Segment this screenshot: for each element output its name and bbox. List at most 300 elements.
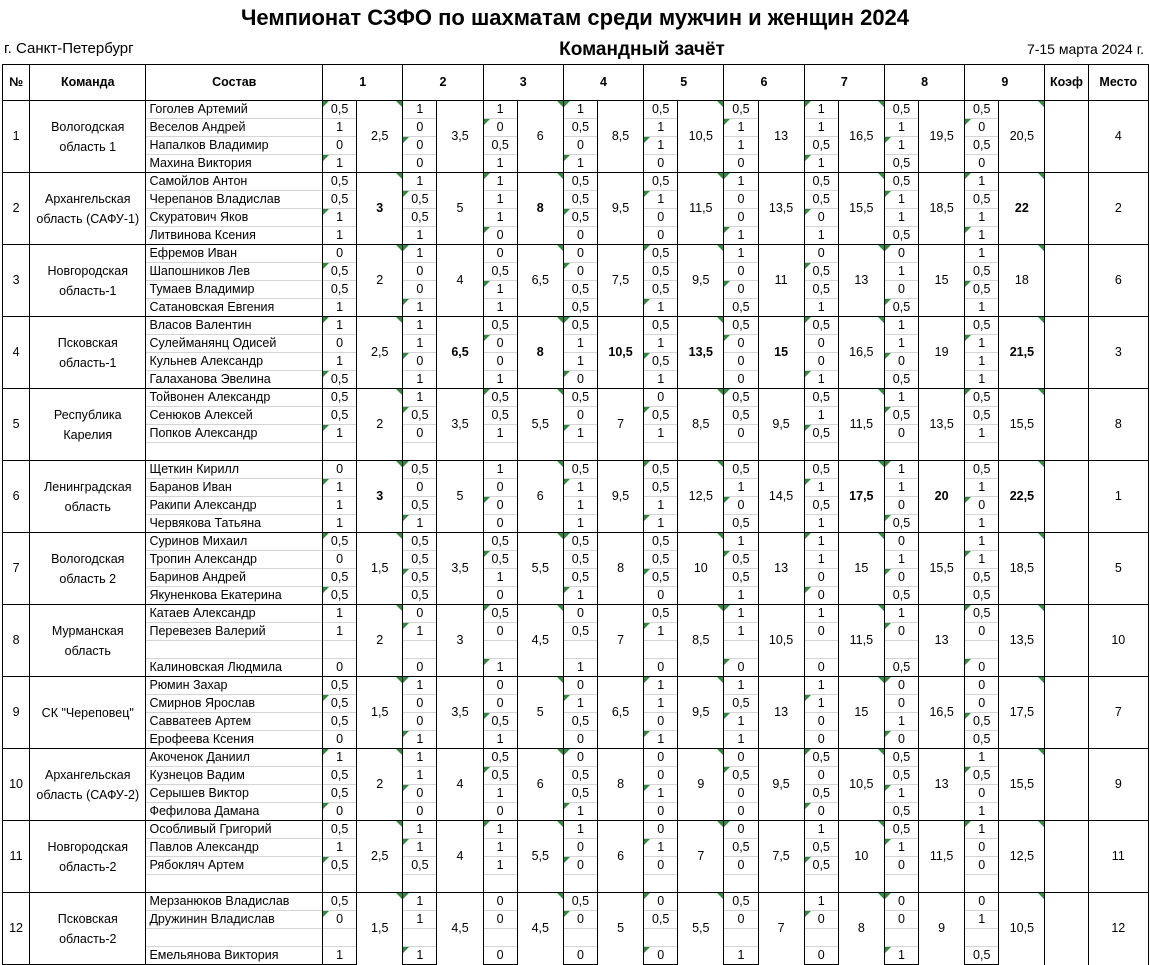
game-score: 0,5 (884, 101, 918, 119)
game-score: 0 (483, 677, 517, 695)
game-score: 0 (563, 371, 597, 389)
game-score: 0 (644, 803, 678, 821)
player-name: Тойвонен Александр (146, 389, 323, 407)
game-score: 1 (965, 479, 999, 497)
game-score (884, 875, 918, 893)
game-score: 0 (724, 911, 758, 929)
game-score: 0,5 (965, 605, 999, 623)
table-row (3, 533, 1149, 551)
game-score: 0,5 (323, 677, 357, 695)
game-score: 0,5 (965, 137, 999, 155)
game-score: 0,5 (563, 893, 597, 911)
game-score: 0 (644, 227, 678, 245)
game-score: 0 (403, 353, 437, 371)
game-score: 0,5 (403, 533, 437, 551)
game-score: 1 (644, 677, 678, 695)
game-score: 1 (644, 695, 678, 713)
game-score: 0,5 (323, 893, 357, 911)
game-score: 0 (724, 803, 758, 821)
game-score: 1 (804, 371, 838, 389)
game-score: 0,5 (644, 911, 678, 929)
game-score: 0 (563, 605, 597, 623)
game-score: 1 (804, 299, 838, 317)
game-score: 1 (804, 227, 838, 245)
round-total: 12,5 (678, 461, 724, 533)
game-score: 1 (884, 317, 918, 335)
game-score: 0 (403, 263, 437, 281)
game-score: 0 (965, 659, 999, 677)
game-score: 1 (804, 821, 838, 839)
round-total: 4 (437, 245, 483, 317)
game-score: 1 (403, 317, 437, 335)
game-score: 0,5 (804, 425, 838, 443)
game-score: 0,5 (724, 893, 758, 911)
table-row (3, 353, 1149, 371)
round-total: 7 (597, 605, 643, 677)
game-score: 0,5 (804, 497, 838, 515)
game-score: 0 (724, 263, 758, 281)
game-score (403, 641, 437, 659)
round-total: 18,5 (999, 533, 1045, 605)
game-score: 0,5 (403, 461, 437, 479)
game-score: 0,5 (644, 461, 678, 479)
game-score: 0 (965, 785, 999, 803)
player-name: Кузнецов Вадим (146, 767, 323, 785)
round-total: 19,5 (919, 101, 965, 173)
game-score: 0,5 (483, 713, 517, 731)
team-name: Новгородская область-2 (30, 821, 146, 893)
game-score: 0,5 (323, 533, 357, 551)
game-score (884, 641, 918, 659)
game-score: 0,5 (403, 857, 437, 875)
round-total: 14,5 (758, 461, 804, 533)
game-score: 0 (483, 335, 517, 353)
game-score: 0,5 (724, 389, 758, 407)
table-row (3, 389, 1149, 407)
game-score: 1 (483, 785, 517, 803)
team-coef (1045, 173, 1088, 245)
game-score: 0,5 (884, 299, 918, 317)
round-total: 16,5 (919, 677, 965, 749)
round-total: 13 (919, 749, 965, 821)
round-total: 17,5 (999, 677, 1045, 749)
player-name: Акоченок Даниил (146, 749, 323, 767)
player-name: Шапошников Лев (146, 263, 323, 281)
player-name: Калиновская Людмила (146, 659, 323, 677)
game-score: 1 (563, 821, 597, 839)
round-total: 5 (597, 893, 643, 965)
game-score: 0,5 (965, 281, 999, 299)
game-score: 0 (884, 245, 918, 263)
game-score: 1 (724, 137, 758, 155)
game-score: 0,5 (403, 497, 437, 515)
game-score: 0,5 (804, 461, 838, 479)
game-score: 0 (724, 785, 758, 803)
game-score: 0 (483, 695, 517, 713)
game-score: 0 (403, 605, 437, 623)
round-total: 2,5 (357, 101, 403, 173)
game-score: 0 (724, 659, 758, 677)
game-score: 0,5 (323, 281, 357, 299)
game-score: 1 (323, 749, 357, 767)
table-row (3, 875, 1149, 893)
game-score: 0 (804, 209, 838, 227)
game-score: 0 (563, 407, 597, 425)
round-total: 8 (517, 173, 563, 245)
game-score: 1 (884, 191, 918, 209)
game-score: 0 (483, 911, 517, 929)
game-score: 0,5 (483, 263, 517, 281)
round-total: 11,5 (838, 605, 884, 677)
game-score: 1 (403, 389, 437, 407)
round-total: 5,5 (517, 389, 563, 461)
round-total: 13,5 (919, 389, 965, 461)
game-score: 0,5 (483, 533, 517, 551)
game-score: 1 (323, 425, 357, 443)
game-score: 0,5 (323, 389, 357, 407)
round-total: 7,5 (597, 245, 643, 317)
game-score: 0 (644, 209, 678, 227)
game-score: 1 (563, 695, 597, 713)
round-total: 3,5 (437, 389, 483, 461)
header-round-4: 4 (563, 65, 643, 101)
game-score: 0,5 (884, 659, 918, 677)
team-place: 10 (1088, 605, 1148, 677)
table-row (3, 155, 1149, 173)
table-row (3, 299, 1149, 317)
game-score: 1 (644, 623, 678, 641)
round-total: 5 (517, 677, 563, 749)
team-number: 5 (3, 389, 30, 461)
game-score: 0 (884, 569, 918, 587)
game-score: 1 (884, 839, 918, 857)
game-score: 0 (724, 209, 758, 227)
round-total: 8 (517, 317, 563, 389)
header-roster: Состав (146, 65, 323, 101)
team-coef (1045, 533, 1088, 605)
player-name: Ерофеева Ксения (146, 731, 323, 749)
game-score: 0 (965, 497, 999, 515)
game-score: 0,5 (884, 821, 918, 839)
game-score: 0,5 (644, 533, 678, 551)
game-score: 0,5 (724, 569, 758, 587)
game-score: 0,5 (323, 695, 357, 713)
game-score: 1 (563, 425, 597, 443)
table-row (3, 803, 1149, 821)
game-score: 0,5 (483, 317, 517, 335)
game-score (483, 875, 517, 893)
round-total: 2,5 (357, 317, 403, 389)
game-score (724, 875, 758, 893)
page-subtitle: Командный зачёт (559, 39, 725, 60)
game-score (965, 641, 999, 659)
game-score: 0 (724, 371, 758, 389)
game-score: 1 (323, 623, 357, 641)
game-score: 1 (403, 839, 437, 857)
round-total: 10 (838, 821, 884, 893)
team-place: 2 (1088, 173, 1148, 245)
table-row (3, 425, 1149, 443)
game-score: 1 (563, 335, 597, 353)
game-score: 0,5 (724, 695, 758, 713)
game-score: 1 (403, 515, 437, 533)
game-score: 1 (644, 371, 678, 389)
game-score: 0 (563, 857, 597, 875)
game-score: 0,5 (323, 371, 357, 389)
game-score (483, 641, 517, 659)
player-name: Емельянова Виктория (146, 947, 323, 965)
game-score: 1 (965, 425, 999, 443)
game-score: 0,5 (403, 209, 437, 227)
game-score: 0 (323, 731, 357, 749)
table-row (3, 317, 1149, 335)
team-coef (1045, 605, 1088, 677)
game-score: 0,5 (724, 767, 758, 785)
team-number: 3 (3, 245, 30, 317)
game-score: 1 (323, 119, 357, 137)
round-total: 9,5 (678, 245, 724, 317)
player-name: Кульнев Александр (146, 353, 323, 371)
game-score: 0,5 (884, 803, 918, 821)
game-score (323, 443, 357, 461)
header-round-3: 3 (483, 65, 563, 101)
player-name: Суринов Михаил (146, 533, 323, 551)
round-total: 15,5 (919, 533, 965, 605)
round-total: 15,5 (838, 173, 884, 245)
game-score: 1 (563, 587, 597, 605)
game-score: 1 (965, 353, 999, 371)
player-name: Литвинова Ксения (146, 227, 323, 245)
game-score: 0 (884, 623, 918, 641)
game-score: 0,5 (644, 281, 678, 299)
player-name: Черепанов Владислав (146, 191, 323, 209)
team-coef (1045, 389, 1088, 461)
team-coef (1045, 101, 1088, 173)
game-score: 1 (965, 749, 999, 767)
round-total: 13,5 (999, 605, 1045, 677)
game-score: 1 (483, 731, 517, 749)
game-score: 1 (483, 839, 517, 857)
header-round-6: 6 (724, 65, 804, 101)
game-score: 0,5 (724, 551, 758, 569)
game-score: 0,5 (563, 785, 597, 803)
game-score: 0 (483, 497, 517, 515)
game-score: 1 (724, 947, 758, 965)
game-score (644, 875, 678, 893)
round-total: 6,5 (437, 317, 483, 389)
round-total: 8,5 (678, 605, 724, 677)
game-score: 0,5 (724, 317, 758, 335)
team-number: 4 (3, 317, 30, 389)
game-score: 1 (403, 821, 437, 839)
team-place: 12 (1088, 893, 1148, 965)
round-total: 9,5 (678, 677, 724, 749)
round-total: 20,5 (999, 101, 1045, 173)
game-score: 0 (884, 857, 918, 875)
game-score: 1 (403, 677, 437, 695)
round-total: 15,5 (999, 749, 1045, 821)
player-name: Катаев Александр (146, 605, 323, 623)
round-total: 6,5 (517, 245, 563, 317)
player-name (146, 443, 323, 461)
game-score: 1 (965, 299, 999, 317)
round-total: 18 (999, 245, 1045, 317)
game-score: 0 (724, 281, 758, 299)
game-score: 1 (483, 173, 517, 191)
table-row (3, 749, 1149, 767)
round-total: 13 (758, 533, 804, 605)
game-score: 0 (483, 245, 517, 263)
game-score: 1 (323, 515, 357, 533)
round-total: 8,5 (597, 101, 643, 173)
round-total: 13,5 (758, 173, 804, 245)
game-score: 0,5 (644, 479, 678, 497)
game-score: 0,5 (403, 569, 437, 587)
game-score: 1 (804, 515, 838, 533)
team-number: 1 (3, 101, 30, 173)
player-name: Ефремов Иван (146, 245, 323, 263)
team-name: Архангельская область (САФУ-1) (30, 173, 146, 245)
game-score: 0 (884, 893, 918, 911)
round-total: 4,5 (517, 605, 563, 677)
round-total: 5,5 (517, 821, 563, 893)
round-total: 15 (758, 317, 804, 389)
round-total: 7 (597, 389, 643, 461)
game-score: 0,5 (884, 407, 918, 425)
game-score: 0,5 (804, 137, 838, 155)
player-name: Павлов Александр (146, 839, 323, 857)
round-total: 13 (758, 101, 804, 173)
team-name: Ленинградская область (30, 461, 146, 533)
game-score: 0,5 (884, 515, 918, 533)
game-score: 0,5 (804, 317, 838, 335)
game-score: 0 (323, 803, 357, 821)
team-number: 6 (3, 461, 30, 533)
table-row (3, 587, 1149, 605)
game-score: 0,5 (965, 713, 999, 731)
game-score: 0,5 (563, 209, 597, 227)
game-score: 1 (724, 731, 758, 749)
game-score: 0,5 (483, 767, 517, 785)
game-score: 0 (724, 497, 758, 515)
game-score: 1 (724, 479, 758, 497)
round-total: 8,5 (678, 389, 724, 461)
game-score: 0,5 (563, 569, 597, 587)
player-name: Ракипи Александр (146, 497, 323, 515)
game-score: 0 (884, 425, 918, 443)
game-score (884, 443, 918, 461)
round-total: 4 (437, 821, 483, 893)
game-score: 0,5 (965, 101, 999, 119)
header-round-1: 1 (323, 65, 403, 101)
round-total: 1,5 (357, 893, 403, 965)
table-row (3, 641, 1149, 659)
round-total: 5,5 (517, 533, 563, 605)
table-row (3, 857, 1149, 875)
game-score: 1 (724, 119, 758, 137)
player-name: Махина Виктория (146, 155, 323, 173)
player-name (146, 929, 323, 947)
round-total: 2 (357, 605, 403, 677)
game-score: 1 (965, 911, 999, 929)
game-score: 1 (644, 191, 678, 209)
game-score: 0,5 (323, 173, 357, 191)
game-score: 1 (965, 245, 999, 263)
round-total: 13,5 (678, 317, 724, 389)
table-row (3, 947, 1149, 965)
game-score: 0 (644, 659, 678, 677)
game-score: 0,5 (644, 569, 678, 587)
game-score: 0,5 (724, 839, 758, 857)
game-score: 0 (403, 425, 437, 443)
player-name: Тумаев Владимир (146, 281, 323, 299)
game-score: 0,5 (724, 515, 758, 533)
table-row (3, 461, 1149, 479)
game-score: 1 (965, 821, 999, 839)
team-coef (1045, 245, 1088, 317)
game-score: 0 (403, 137, 437, 155)
team-number: 9 (3, 677, 30, 749)
game-score (724, 641, 758, 659)
game-score: 0 (403, 155, 437, 173)
player-name: Сенюков Алексей (146, 407, 323, 425)
round-total: 2 (357, 245, 403, 317)
game-score: 0,5 (804, 749, 838, 767)
header-place: Место (1088, 65, 1148, 101)
game-score: 0,5 (804, 281, 838, 299)
game-score: 1 (804, 119, 838, 137)
game-score: 0 (403, 785, 437, 803)
game-score: 0 (804, 623, 838, 641)
round-total: 11,5 (919, 821, 965, 893)
game-score: 1 (403, 101, 437, 119)
game-score: 0 (323, 137, 357, 155)
game-score: 1 (965, 551, 999, 569)
table-row (3, 929, 1149, 947)
round-total: 20 (919, 461, 965, 533)
round-total: 15 (919, 245, 965, 317)
round-total: 6 (517, 461, 563, 533)
round-total: 1,5 (357, 677, 403, 749)
game-score: 0 (724, 425, 758, 443)
game-score: 0,5 (965, 317, 999, 335)
game-score: 0 (644, 893, 678, 911)
game-score: 0 (965, 155, 999, 173)
table-row (3, 893, 1149, 911)
player-name: Дружинин Владислав (146, 911, 323, 929)
round-total: 10,5 (838, 749, 884, 821)
game-score: 0,5 (804, 839, 838, 857)
game-score: 0,5 (644, 173, 678, 191)
round-total: 3,5 (437, 101, 483, 173)
game-score: 0 (403, 119, 437, 137)
game-score: 1 (323, 839, 357, 857)
round-total: 9,5 (597, 461, 643, 533)
game-score: 0,5 (804, 785, 838, 803)
game-score: 0 (644, 947, 678, 965)
game-score: 1 (884, 119, 918, 137)
round-total: 9,5 (758, 389, 804, 461)
game-score: 1 (965, 371, 999, 389)
team-place: 6 (1088, 245, 1148, 317)
game-score: 1 (483, 569, 517, 587)
game-score: 0,5 (483, 605, 517, 623)
venue-city: г. Санкт-Петербург (4, 40, 134, 57)
player-name: Тропин Александр (146, 551, 323, 569)
round-total: 10,5 (678, 101, 724, 173)
round-total: 2 (357, 749, 403, 821)
player-name (146, 875, 323, 893)
